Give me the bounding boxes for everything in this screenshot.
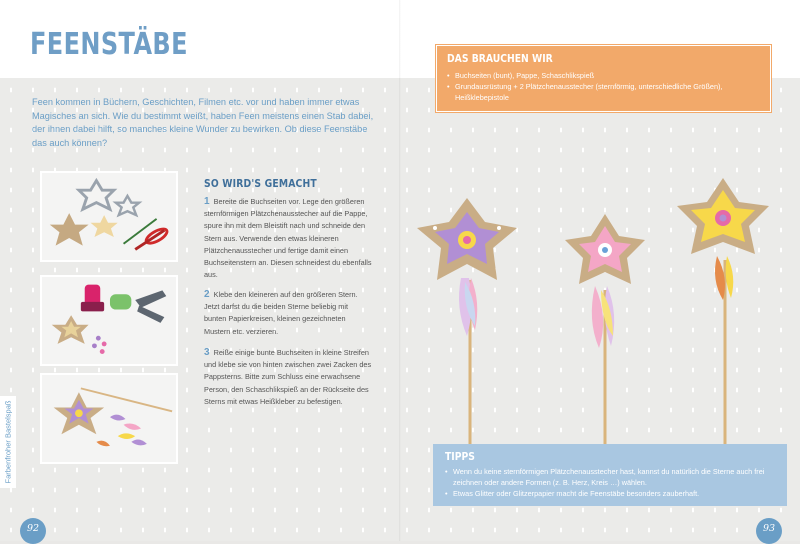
tips-list [445,467,779,499]
page-gutter [399,0,401,541]
cookie-cutter-stars-photo [40,171,178,262]
step-1 [204,196,372,281]
page-number-left: 92 [20,518,46,544]
step-3 [204,347,372,408]
step-2 [204,289,372,338]
step-text: Klebe den kleineren auf den größeren Stern. Jetzt darfst du die beiden Sterne beliebig mit bunten Papierkreisen, kleinen gezeichneten Mustern etc. verzieren. [204,290,358,336]
materials-heading: DAS BRAUCHEN WIR [447,53,553,65]
page-number-right: 93 [756,518,782,544]
step-number: 3 [204,347,210,358]
materials-item: • Grundausrüstung + 2 Plätzchenausstecher (sternförmig, unterschiedliche Größen), Heißklebepistole [447,81,765,103]
tips-item: • Etwas Glitter oder Glitzerpapier macht die Feenstäbe besonders zauberhaft. [445,489,779,500]
materials-item: • Buchseiten (bunt), Pappe, Schaschlikspieß [447,70,765,81]
tips-heading: TIPPS [445,451,475,463]
fairy-wands-photo [405,170,775,450]
instructions-heading: SO WIRD'S GEMACHT [204,178,317,190]
tips-item: • Wenn du keine sternförmigen Plätzchenausstecher hast, kannst du natürlich die Sterne auch frei zeichnen oder andere Formen (z. B. Herz, Kreis …) wählen. [445,467,779,489]
step-text: Bereite die Buchseiten vor. Lege den größeren sternförmigen Plätzchenausstecher auf die Pappe, spure ihn mit dem Bleistift nach und schneide den Stern aus. Verwende den etwas kleineren Plätzchenausstecher und fertige damit einen Buchseitenstern an. Diesen schneidest du ebenfalls aus. [204,197,372,280]
materials-list [447,70,765,103]
punched-star-photo [40,275,178,366]
intro-text: Feen kommen in Büchern, Geschichten, Filmen etc. vor und haben immer etwas Magisches an sich. Wie du bestimmt weißt, haben Feen meistens einen Stab dabei, der ihnen dabei hilft, so manches kleine Wunder zu bewirken. Ob diese Feenstäbe das auch können? [32,97,374,148]
materials-box [436,45,771,112]
step-text: Reiße einige bunte Buchseiten in kleine Streifen und klebe sie von hinten zwischen zwei Zacken des Pappsterns. Bitte zum Schluss eine erwachsene Person, den Schaschlikspieß an der Rückseite des Sterns mit etwas Heißkleber zu befestigen. [204,348,372,406]
chapter-label: Farbenfroher Bastelspaß [3,400,13,484]
page-title: FEENSTÄBE [30,27,188,62]
step-number: 1 [204,196,210,207]
step-number: 2 [204,289,210,300]
finished-star-photo [40,373,178,464]
tips-box [433,444,787,506]
